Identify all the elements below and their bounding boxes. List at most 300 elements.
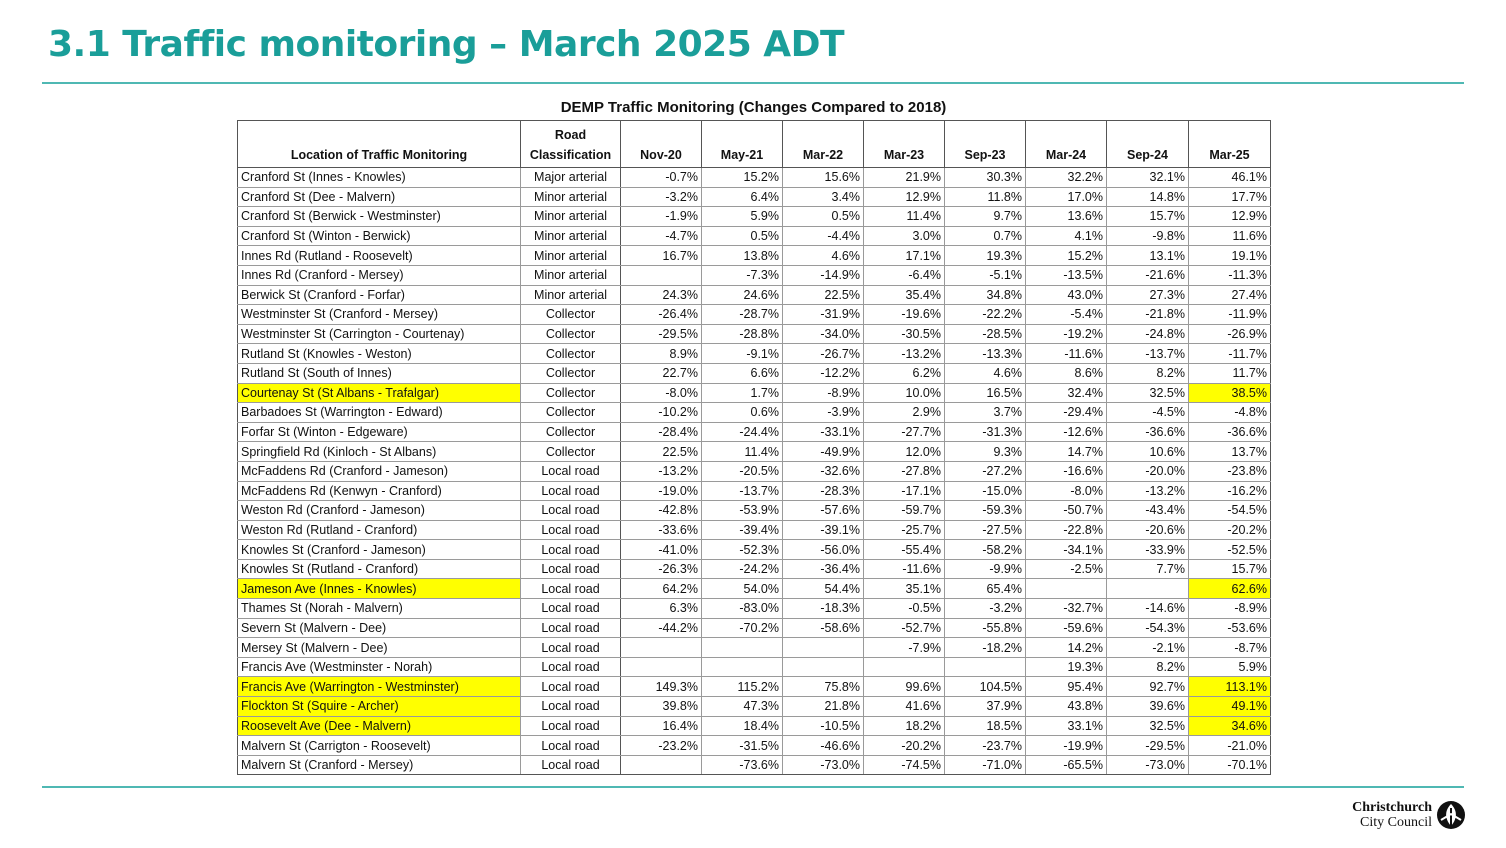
location-cell: Cranford St (Innes - Knowles) bbox=[238, 168, 521, 188]
value-cell-may-21: 18.4% bbox=[702, 716, 783, 736]
value-cell-sep-24: -43.4% bbox=[1107, 501, 1189, 521]
value-cell-mar-23: 21.9% bbox=[864, 168, 945, 188]
value-cell-may-21: -24.4% bbox=[702, 422, 783, 442]
location-cell: Malvern St (Carrigton - Roosevelt) bbox=[238, 736, 521, 756]
value-cell-nov-20: -3.2% bbox=[621, 187, 702, 207]
value-cell-mar-22: -46.6% bbox=[783, 736, 864, 756]
value-cell-mar-24: 4.1% bbox=[1026, 226, 1107, 246]
value-cell-mar-25: -54.5% bbox=[1189, 501, 1271, 521]
value-cell-mar-23: -55.4% bbox=[864, 540, 945, 560]
table-row bbox=[238, 520, 1271, 540]
value-cell-mar-24: -19.2% bbox=[1026, 324, 1107, 344]
value-cell-mar-23: -52.7% bbox=[864, 618, 945, 638]
value-cell-nov-20: 16.4% bbox=[621, 716, 702, 736]
classification-cell: Minor arterial bbox=[521, 226, 621, 246]
value-cell-mar-23: -19.6% bbox=[864, 305, 945, 325]
value-cell-sep-24: 13.1% bbox=[1107, 246, 1189, 266]
value-cell-nov-20: -44.2% bbox=[621, 618, 702, 638]
value-cell-mar-24: -34.1% bbox=[1026, 540, 1107, 560]
column-header-mar-24: Mar-24 bbox=[1026, 121, 1107, 168]
logo-text bbox=[1352, 800, 1432, 830]
classification-cell: Local road bbox=[521, 599, 621, 619]
value-cell-sep-23: -23.7% bbox=[945, 736, 1026, 756]
bottom-divider bbox=[42, 786, 1464, 788]
value-cell-nov-20: 16.7% bbox=[621, 246, 702, 266]
table-row bbox=[238, 697, 1271, 717]
table-title: DEMP Traffic Monitoring (Changes Compared to 2018) bbox=[560, 99, 947, 116]
value-cell-mar-24: -16.6% bbox=[1026, 461, 1107, 481]
location-cell: McFaddens Rd (Cranford - Jameson) bbox=[238, 461, 521, 481]
classification-cell: Minor arterial bbox=[521, 207, 621, 227]
value-cell-mar-22: 0.5% bbox=[783, 207, 864, 227]
value-cell-nov-20 bbox=[621, 265, 702, 285]
value-cell-sep-23: -13.3% bbox=[945, 344, 1026, 364]
value-cell-mar-23: 35.1% bbox=[864, 579, 945, 599]
value-cell-mar-22: -57.6% bbox=[783, 501, 864, 521]
value-cell-may-21 bbox=[702, 638, 783, 658]
value-cell-nov-20: -4.7% bbox=[621, 226, 702, 246]
value-cell-mar-22: -49.9% bbox=[783, 442, 864, 462]
value-cell-mar-25: -26.9% bbox=[1189, 324, 1271, 344]
classification-cell: Minor arterial bbox=[521, 285, 621, 305]
value-cell-mar-25: -8.9% bbox=[1189, 599, 1271, 619]
value-cell-sep-23: 19.3% bbox=[945, 246, 1026, 266]
value-cell-mar-25: -36.6% bbox=[1189, 422, 1271, 442]
value-cell-may-21: 47.3% bbox=[702, 697, 783, 717]
value-cell-sep-24: 15.7% bbox=[1107, 207, 1189, 227]
location-cell: Malvern St (Cranford - Mersey) bbox=[238, 755, 521, 775]
classification-cell: Collector bbox=[521, 403, 621, 423]
value-cell-mar-25: 27.4% bbox=[1189, 285, 1271, 305]
value-cell-nov-20: -26.3% bbox=[621, 559, 702, 579]
value-cell-sep-23: -18.2% bbox=[945, 638, 1026, 658]
location-cell: Cranford St (Berwick - Westminster) bbox=[238, 207, 521, 227]
location-cell: Innes Rd (Rutland - Roosevelt) bbox=[238, 246, 521, 266]
value-cell-mar-22: -26.7% bbox=[783, 344, 864, 364]
value-cell-mar-25: 11.7% bbox=[1189, 363, 1271, 383]
value-cell-mar-22: 54.4% bbox=[783, 579, 864, 599]
value-cell-sep-23: -9.9% bbox=[945, 559, 1026, 579]
value-cell-mar-23: -17.1% bbox=[864, 481, 945, 501]
classification-cell: Local road bbox=[521, 755, 621, 775]
table-row bbox=[238, 657, 1271, 677]
value-cell-may-21: 11.4% bbox=[702, 442, 783, 462]
value-cell-mar-24: -5.4% bbox=[1026, 305, 1107, 325]
value-cell-mar-25: 13.7% bbox=[1189, 442, 1271, 462]
value-cell-mar-22: -34.0% bbox=[783, 324, 864, 344]
location-cell: Severn St (Malvern - Dee) bbox=[238, 618, 521, 638]
value-cell-mar-22: -31.9% bbox=[783, 305, 864, 325]
value-cell-nov-20: -26.4% bbox=[621, 305, 702, 325]
table-row bbox=[238, 579, 1271, 599]
location-cell: Berwick St (Cranford - Forfar) bbox=[238, 285, 521, 305]
table-row bbox=[238, 305, 1271, 325]
classification-cell: Collector bbox=[521, 324, 621, 344]
value-cell-mar-25: -53.6% bbox=[1189, 618, 1271, 638]
location-cell: Thames St (Norah - Malvern) bbox=[238, 599, 521, 619]
value-cell-mar-24: -59.6% bbox=[1026, 618, 1107, 638]
classification-cell: Collector bbox=[521, 442, 621, 462]
classification-cell: Local road bbox=[521, 618, 621, 638]
value-cell-may-21: 0.5% bbox=[702, 226, 783, 246]
value-cell-mar-23: 17.1% bbox=[864, 246, 945, 266]
value-cell-mar-24: 32.4% bbox=[1026, 383, 1107, 403]
value-cell-mar-23: -11.6% bbox=[864, 559, 945, 579]
location-cell: Mersey St (Malvern - Dee) bbox=[238, 638, 521, 658]
value-cell-may-21: -13.7% bbox=[702, 481, 783, 501]
council-emblem-icon bbox=[1436, 800, 1466, 830]
location-cell: Knowles St (Rutland - Cranford) bbox=[238, 559, 521, 579]
classification-cell: Major arterial bbox=[521, 168, 621, 188]
location-cell: Forfar St (Winton - Edgeware) bbox=[238, 422, 521, 442]
value-cell-may-21: -20.5% bbox=[702, 461, 783, 481]
value-cell-nov-20: 22.7% bbox=[621, 363, 702, 383]
traffic-monitoring-table bbox=[237, 120, 1271, 775]
value-cell-sep-24: -36.6% bbox=[1107, 422, 1189, 442]
location-cell: Cranford St (Dee - Malvern) bbox=[238, 187, 521, 207]
value-cell-sep-24: -4.5% bbox=[1107, 403, 1189, 423]
value-cell-mar-23: -27.7% bbox=[864, 422, 945, 442]
value-cell-sep-24: -29.5% bbox=[1107, 736, 1189, 756]
value-cell-mar-24: -11.6% bbox=[1026, 344, 1107, 364]
classification-cell: Local road bbox=[521, 736, 621, 756]
value-cell-nov-20: 149.3% bbox=[621, 677, 702, 697]
value-cell-mar-24: 14.7% bbox=[1026, 442, 1107, 462]
column-header-classification bbox=[521, 121, 621, 168]
value-cell-mar-22: -73.0% bbox=[783, 755, 864, 775]
value-cell-mar-22 bbox=[783, 657, 864, 677]
classification-cell: Local road bbox=[521, 716, 621, 736]
value-cell-may-21: -53.9% bbox=[702, 501, 783, 521]
value-cell-sep-24: 92.7% bbox=[1107, 677, 1189, 697]
value-cell-may-21: -9.1% bbox=[702, 344, 783, 364]
value-cell-mar-22: -32.6% bbox=[783, 461, 864, 481]
location-cell: Innes Rd (Cranford - Mersey) bbox=[238, 265, 521, 285]
value-cell-nov-20: -13.2% bbox=[621, 461, 702, 481]
value-cell-may-21: 115.2% bbox=[702, 677, 783, 697]
table-row bbox=[238, 638, 1271, 658]
value-cell-sep-24: 8.2% bbox=[1107, 363, 1189, 383]
location-cell: Weston Rd (Cranford - Jameson) bbox=[238, 501, 521, 521]
value-cell-sep-23: 18.5% bbox=[945, 716, 1026, 736]
value-cell-sep-23: 16.5% bbox=[945, 383, 1026, 403]
value-cell-nov-20: 64.2% bbox=[621, 579, 702, 599]
value-cell-sep-23: -59.3% bbox=[945, 501, 1026, 521]
value-cell-sep-24: 32.5% bbox=[1107, 383, 1189, 403]
value-cell-sep-24: -33.9% bbox=[1107, 540, 1189, 560]
value-cell-mar-23: 2.9% bbox=[864, 403, 945, 423]
classification-cell: Local road bbox=[521, 540, 621, 560]
table-row bbox=[238, 226, 1271, 246]
classification-cell: Local road bbox=[521, 657, 621, 677]
value-cell-may-21: 54.0% bbox=[702, 579, 783, 599]
value-cell-may-21: -70.2% bbox=[702, 618, 783, 638]
value-cell-sep-23: 0.7% bbox=[945, 226, 1026, 246]
value-cell-sep-23: 11.8% bbox=[945, 187, 1026, 207]
table-row bbox=[238, 540, 1271, 560]
location-cell: Roosevelt Ave (Dee - Malvern) bbox=[238, 716, 521, 736]
value-cell-nov-20: 8.9% bbox=[621, 344, 702, 364]
value-cell-mar-23: -6.4% bbox=[864, 265, 945, 285]
value-cell-mar-22: 75.8% bbox=[783, 677, 864, 697]
table-row bbox=[238, 363, 1271, 383]
table-row bbox=[238, 265, 1271, 285]
value-cell-sep-23 bbox=[945, 657, 1026, 677]
value-cell-may-21: -28.7% bbox=[702, 305, 783, 325]
value-cell-mar-25: 62.6% bbox=[1189, 579, 1271, 599]
value-cell-mar-25: -11.9% bbox=[1189, 305, 1271, 325]
value-cell-mar-24: 8.6% bbox=[1026, 363, 1107, 383]
value-cell-mar-22: -3.9% bbox=[783, 403, 864, 423]
classification-cell: Collector bbox=[521, 383, 621, 403]
classification-cell: Minor arterial bbox=[521, 246, 621, 266]
table-row bbox=[238, 187, 1271, 207]
location-cell: Francis Ave (Warrington - Westminster) bbox=[238, 677, 521, 697]
location-cell: Weston Rd (Rutland - Cranford) bbox=[238, 520, 521, 540]
value-cell-nov-20: 6.3% bbox=[621, 599, 702, 619]
logo-line-1: Christchurch bbox=[1352, 800, 1432, 815]
value-cell-sep-24: -21.6% bbox=[1107, 265, 1189, 285]
value-cell-mar-24: 33.1% bbox=[1026, 716, 1107, 736]
value-cell-sep-23: -71.0% bbox=[945, 755, 1026, 775]
table-row bbox=[238, 383, 1271, 403]
column-header-mar-23: Mar-23 bbox=[864, 121, 945, 168]
table-row bbox=[238, 677, 1271, 697]
value-cell-mar-24: -22.8% bbox=[1026, 520, 1107, 540]
value-cell-mar-23: 12.0% bbox=[864, 442, 945, 462]
table-row bbox=[238, 344, 1271, 364]
value-cell-nov-20: -29.5% bbox=[621, 324, 702, 344]
value-cell-mar-25: -52.5% bbox=[1189, 540, 1271, 560]
value-cell-mar-24: -32.7% bbox=[1026, 599, 1107, 619]
classification-cell: Local road bbox=[521, 520, 621, 540]
value-cell-mar-25: -4.8% bbox=[1189, 403, 1271, 423]
value-cell-may-21: -28.8% bbox=[702, 324, 783, 344]
table-row bbox=[238, 481, 1271, 501]
table-row bbox=[238, 461, 1271, 481]
value-cell-sep-24: -13.7% bbox=[1107, 344, 1189, 364]
classification-cell: Local road bbox=[521, 481, 621, 501]
classification-cell: Local road bbox=[521, 638, 621, 658]
column-header-classification-text: Road Classification bbox=[529, 128, 612, 162]
value-cell-mar-25: -20.2% bbox=[1189, 520, 1271, 540]
column-header-sep-24: Sep-24 bbox=[1107, 121, 1189, 168]
value-cell-sep-23: -58.2% bbox=[945, 540, 1026, 560]
value-cell-mar-24 bbox=[1026, 579, 1107, 599]
location-cell: McFaddens Rd (Kenwyn - Cranford) bbox=[238, 481, 521, 501]
value-cell-sep-23: 9.3% bbox=[945, 442, 1026, 462]
value-cell-sep-24: -54.3% bbox=[1107, 618, 1189, 638]
value-cell-mar-24: -8.0% bbox=[1026, 481, 1107, 501]
value-cell-may-21: 6.6% bbox=[702, 363, 783, 383]
value-cell-mar-24: -50.7% bbox=[1026, 501, 1107, 521]
value-cell-may-21: 24.6% bbox=[702, 285, 783, 305]
value-cell-sep-24: -14.6% bbox=[1107, 599, 1189, 619]
table-row bbox=[238, 168, 1271, 188]
classification-cell: Minor arterial bbox=[521, 265, 621, 285]
value-cell-sep-24: 8.2% bbox=[1107, 657, 1189, 677]
value-cell-mar-25: 12.9% bbox=[1189, 207, 1271, 227]
value-cell-mar-22: -33.1% bbox=[783, 422, 864, 442]
value-cell-sep-23: 30.3% bbox=[945, 168, 1026, 188]
value-cell-sep-24: -20.6% bbox=[1107, 520, 1189, 540]
location-cell: Cranford St (Winton - Berwick) bbox=[238, 226, 521, 246]
value-cell-sep-24: -2.1% bbox=[1107, 638, 1189, 658]
value-cell-may-21: -83.0% bbox=[702, 599, 783, 619]
value-cell-mar-23: -30.5% bbox=[864, 324, 945, 344]
value-cell-mar-25: 19.1% bbox=[1189, 246, 1271, 266]
value-cell-mar-25: 17.7% bbox=[1189, 187, 1271, 207]
value-cell-mar-25: 46.1% bbox=[1189, 168, 1271, 188]
value-cell-nov-20: -19.0% bbox=[621, 481, 702, 501]
value-cell-mar-23: -25.7% bbox=[864, 520, 945, 540]
value-cell-may-21: -31.5% bbox=[702, 736, 783, 756]
value-cell-may-21: -7.3% bbox=[702, 265, 783, 285]
classification-cell: Collector bbox=[521, 422, 621, 442]
value-cell-sep-24: -24.8% bbox=[1107, 324, 1189, 344]
value-cell-nov-20: -23.2% bbox=[621, 736, 702, 756]
value-cell-mar-23: -27.8% bbox=[864, 461, 945, 481]
value-cell-mar-22: -4.4% bbox=[783, 226, 864, 246]
value-cell-mar-22: 22.5% bbox=[783, 285, 864, 305]
value-cell-mar-25: -21.0% bbox=[1189, 736, 1271, 756]
value-cell-sep-24: 32.1% bbox=[1107, 168, 1189, 188]
table-row bbox=[238, 618, 1271, 638]
value-cell-may-21: 5.9% bbox=[702, 207, 783, 227]
value-cell-sep-23: -5.1% bbox=[945, 265, 1026, 285]
value-cell-mar-23: 11.4% bbox=[864, 207, 945, 227]
value-cell-mar-25: -11.3% bbox=[1189, 265, 1271, 285]
value-cell-nov-20: -8.0% bbox=[621, 383, 702, 403]
table-row bbox=[238, 736, 1271, 756]
value-cell-mar-23: -74.5% bbox=[864, 755, 945, 775]
value-cell-sep-24 bbox=[1107, 579, 1189, 599]
value-cell-mar-25: -16.2% bbox=[1189, 481, 1271, 501]
value-cell-sep-23: -28.5% bbox=[945, 324, 1026, 344]
table-row bbox=[238, 716, 1271, 736]
column-header-may-21: May-21 bbox=[702, 121, 783, 168]
slide-title: 3.1 Traffic monitoring – March 2025 ADT bbox=[48, 24, 845, 65]
logo-line-2: City Council bbox=[1360, 815, 1432, 830]
value-cell-mar-23: 41.6% bbox=[864, 697, 945, 717]
value-cell-nov-20: -41.0% bbox=[621, 540, 702, 560]
value-cell-mar-23: 35.4% bbox=[864, 285, 945, 305]
table-row bbox=[238, 246, 1271, 266]
value-cell-mar-24: 15.2% bbox=[1026, 246, 1107, 266]
value-cell-may-21: 13.8% bbox=[702, 246, 783, 266]
column-header-mar-25: Mar-25 bbox=[1189, 121, 1271, 168]
value-cell-nov-20: 22.5% bbox=[621, 442, 702, 462]
value-cell-mar-22: -39.1% bbox=[783, 520, 864, 540]
value-cell-sep-24: 39.6% bbox=[1107, 697, 1189, 717]
value-cell-sep-23: 34.8% bbox=[945, 285, 1026, 305]
value-cell-may-21: -39.4% bbox=[702, 520, 783, 540]
classification-cell: Minor arterial bbox=[521, 187, 621, 207]
location-cell: Westminster St (Cranford - Mersey) bbox=[238, 305, 521, 325]
value-cell-mar-22: 4.6% bbox=[783, 246, 864, 266]
value-cell-mar-25: -70.1% bbox=[1189, 755, 1271, 775]
table-row bbox=[238, 442, 1271, 462]
value-cell-sep-24: -73.0% bbox=[1107, 755, 1189, 775]
value-cell-sep-23: 37.9% bbox=[945, 697, 1026, 717]
value-cell-sep-23: -15.0% bbox=[945, 481, 1026, 501]
value-cell-nov-20 bbox=[621, 638, 702, 658]
value-cell-mar-22: -28.3% bbox=[783, 481, 864, 501]
table-row bbox=[238, 422, 1271, 442]
value-cell-mar-23: -0.5% bbox=[864, 599, 945, 619]
value-cell-nov-20 bbox=[621, 657, 702, 677]
value-cell-mar-22: 3.4% bbox=[783, 187, 864, 207]
value-cell-sep-24: -20.0% bbox=[1107, 461, 1189, 481]
value-cell-sep-24: -9.8% bbox=[1107, 226, 1189, 246]
value-cell-mar-24: -29.4% bbox=[1026, 403, 1107, 423]
classification-cell: Local road bbox=[521, 461, 621, 481]
value-cell-mar-24: 13.6% bbox=[1026, 207, 1107, 227]
value-cell-mar-22: -8.9% bbox=[783, 383, 864, 403]
value-cell-mar-22: -14.9% bbox=[783, 265, 864, 285]
value-cell-mar-24: 43.8% bbox=[1026, 697, 1107, 717]
value-cell-sep-23: -27.2% bbox=[945, 461, 1026, 481]
value-cell-mar-25: 49.1% bbox=[1189, 697, 1271, 717]
classification-cell: Collector bbox=[521, 344, 621, 364]
value-cell-mar-23: 18.2% bbox=[864, 716, 945, 736]
value-cell-mar-24: -12.6% bbox=[1026, 422, 1107, 442]
value-cell-may-21 bbox=[702, 657, 783, 677]
classification-cell: Local road bbox=[521, 501, 621, 521]
value-cell-mar-23: 12.9% bbox=[864, 187, 945, 207]
value-cell-mar-25: 15.7% bbox=[1189, 559, 1271, 579]
council-logo bbox=[1352, 800, 1466, 830]
value-cell-may-21: 1.7% bbox=[702, 383, 783, 403]
value-cell-mar-24: -13.5% bbox=[1026, 265, 1107, 285]
table-row bbox=[238, 207, 1271, 227]
value-cell-sep-24: -21.8% bbox=[1107, 305, 1189, 325]
value-cell-nov-20: -33.6% bbox=[621, 520, 702, 540]
value-cell-may-21: 0.6% bbox=[702, 403, 783, 423]
value-cell-mar-24: -19.9% bbox=[1026, 736, 1107, 756]
column-header-nov-20: Nov-20 bbox=[621, 121, 702, 168]
location-cell: Knowles St (Cranford - Jameson) bbox=[238, 540, 521, 560]
table-header-row bbox=[238, 121, 1271, 168]
value-cell-sep-23: -55.8% bbox=[945, 618, 1026, 638]
location-cell: Barbadoes St (Warrington - Edward) bbox=[238, 403, 521, 423]
column-header-sep-23: Sep-23 bbox=[945, 121, 1026, 168]
value-cell-mar-25: 34.6% bbox=[1189, 716, 1271, 736]
value-cell-mar-22: -56.0% bbox=[783, 540, 864, 560]
classification-cell: Collector bbox=[521, 305, 621, 325]
value-cell-mar-23: 3.0% bbox=[864, 226, 945, 246]
value-cell-may-21: 6.4% bbox=[702, 187, 783, 207]
value-cell-nov-20: -1.9% bbox=[621, 207, 702, 227]
location-cell: Francis Ave (Westminster - Norah) bbox=[238, 657, 521, 677]
value-cell-mar-22: -10.5% bbox=[783, 716, 864, 736]
value-cell-mar-25: -8.7% bbox=[1189, 638, 1271, 658]
classification-cell: Local road bbox=[521, 579, 621, 599]
value-cell-mar-24: 43.0% bbox=[1026, 285, 1107, 305]
location-cell: Rutland St (South of Innes) bbox=[238, 363, 521, 383]
table-row bbox=[238, 324, 1271, 344]
column-header-mar-22: Mar-22 bbox=[783, 121, 864, 168]
value-cell-mar-23: -20.2% bbox=[864, 736, 945, 756]
value-cell-mar-22: -12.2% bbox=[783, 363, 864, 383]
value-cell-sep-24: 32.5% bbox=[1107, 716, 1189, 736]
location-cell: Rutland St (Knowles - Weston) bbox=[238, 344, 521, 364]
value-cell-nov-20: -0.7% bbox=[621, 168, 702, 188]
value-cell-nov-20: -10.2% bbox=[621, 403, 702, 423]
value-cell-mar-23: -59.7% bbox=[864, 501, 945, 521]
value-cell-mar-24: -2.5% bbox=[1026, 559, 1107, 579]
location-cell: Flockton St (Squire - Archer) bbox=[238, 697, 521, 717]
